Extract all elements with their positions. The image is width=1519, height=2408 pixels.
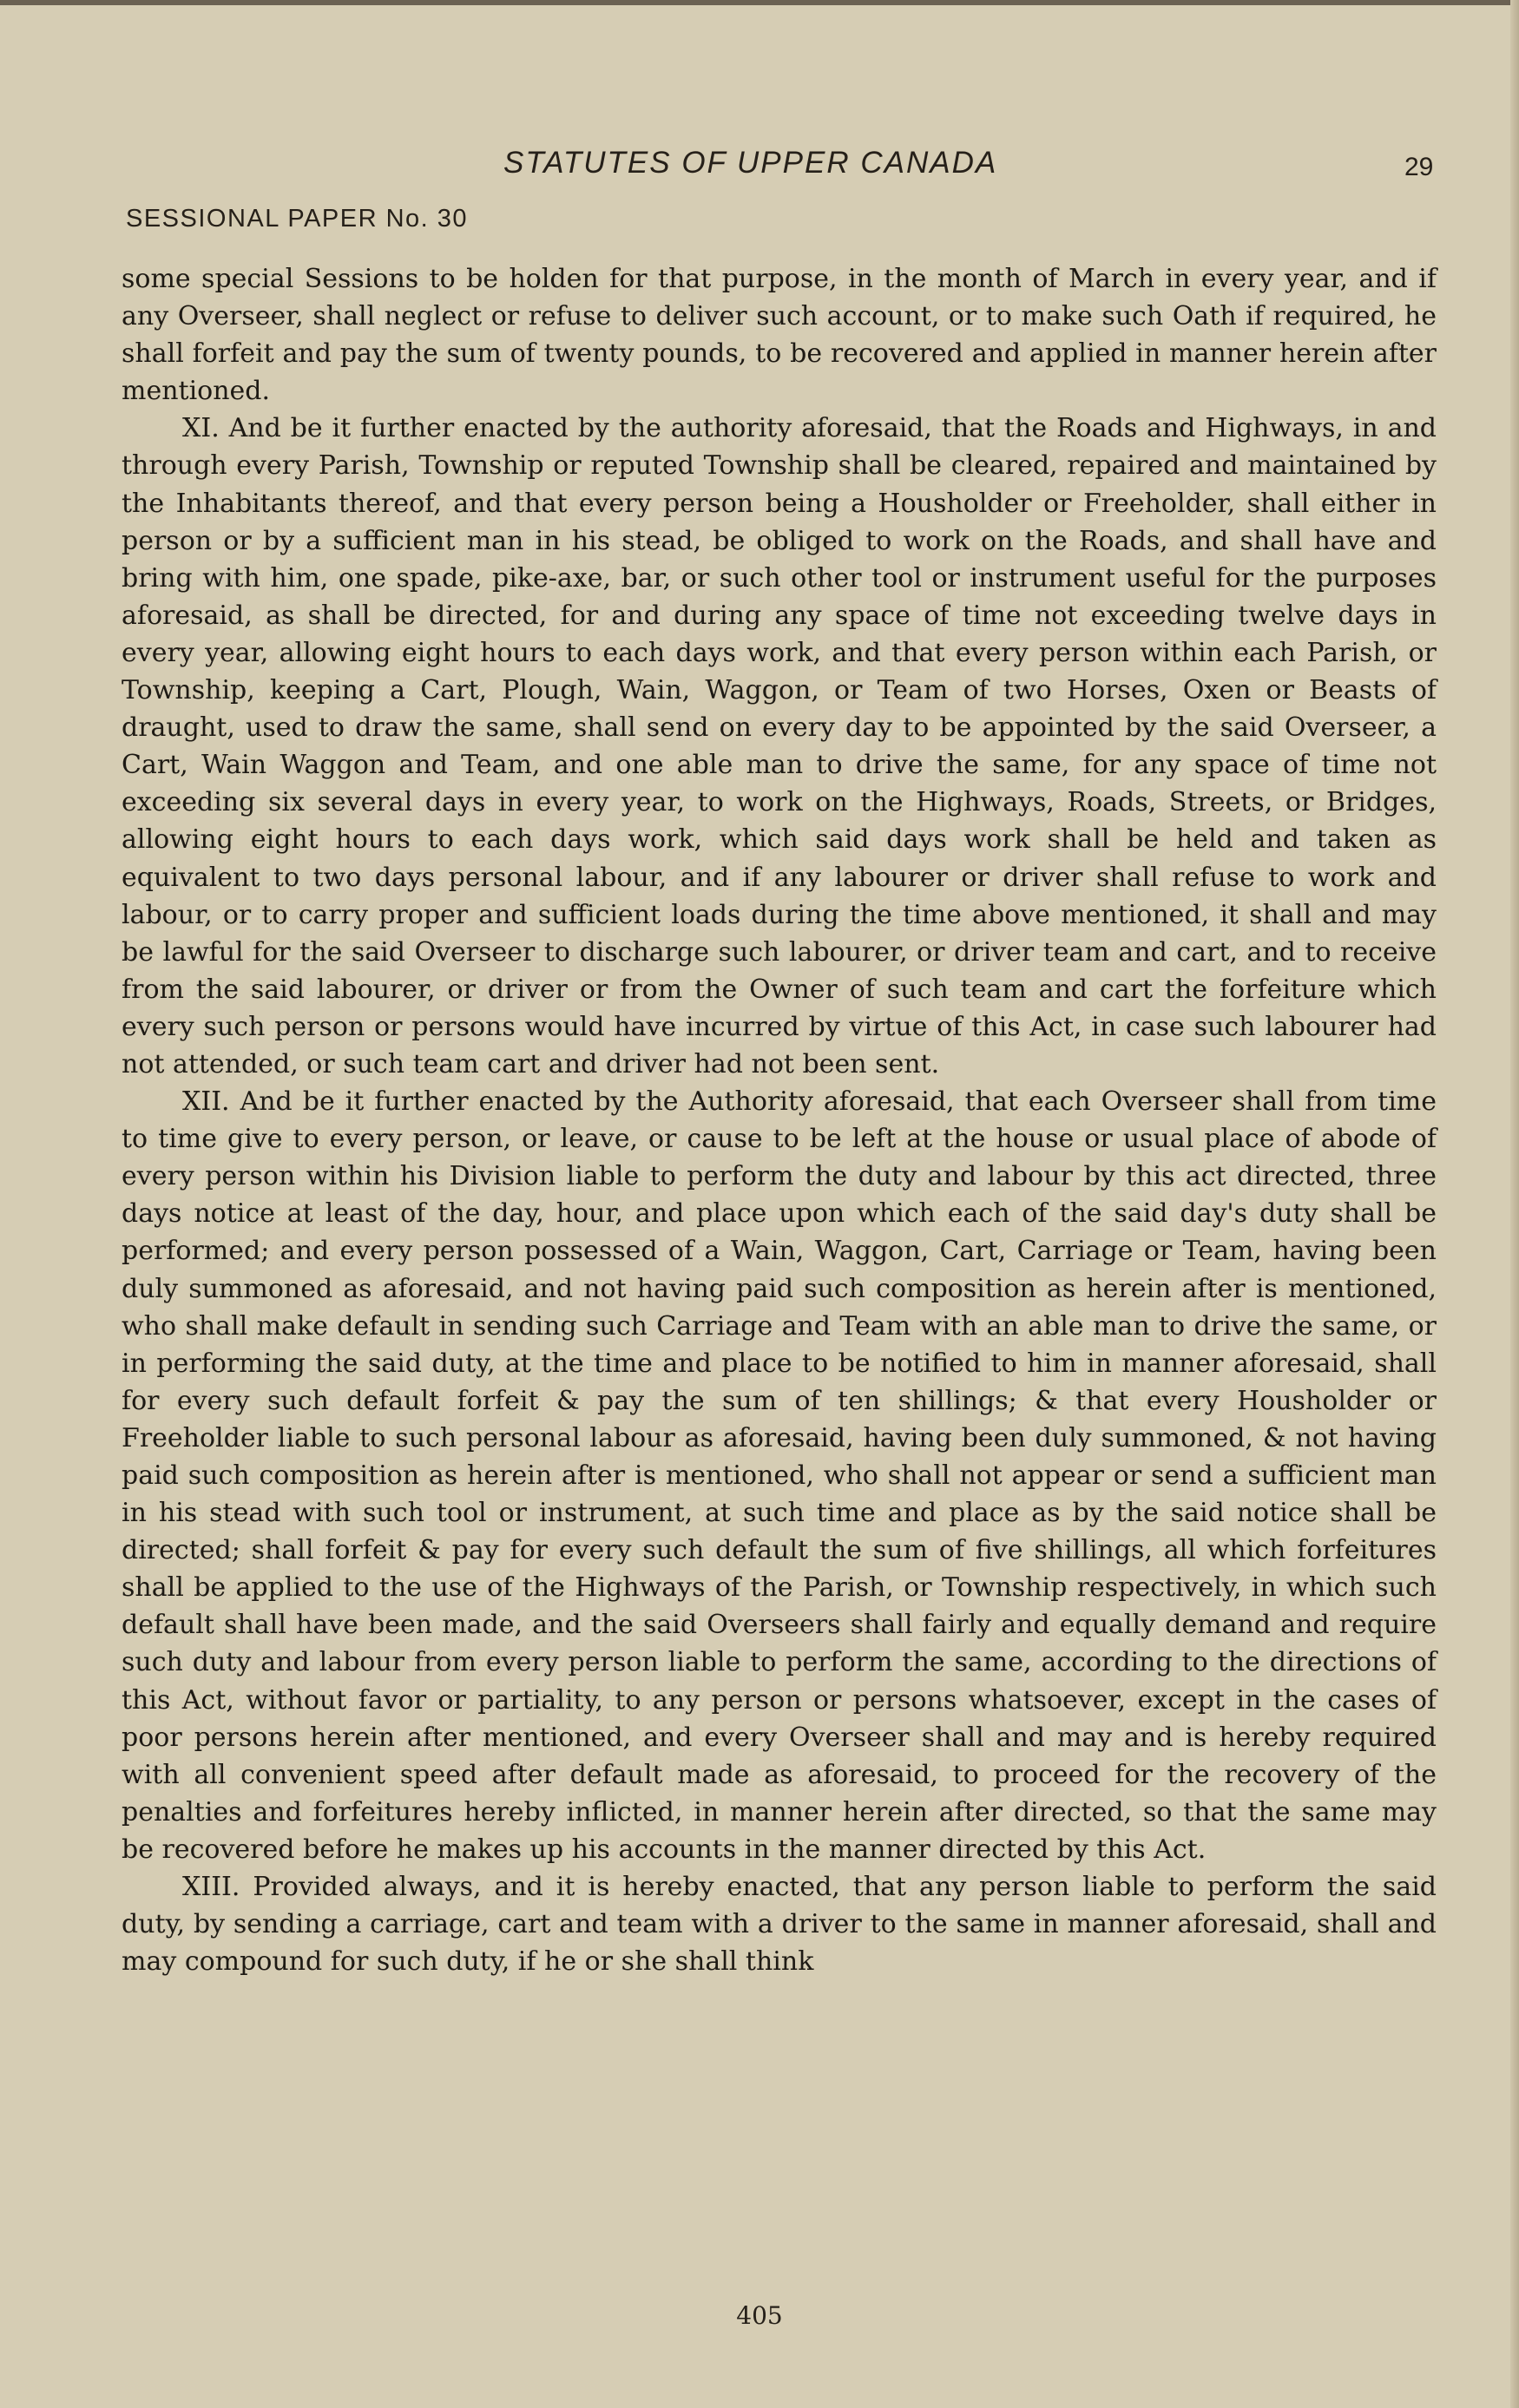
- statute-body: [122, 260, 1437, 1980]
- folio-number: 405: [736, 2301, 783, 2330]
- scan-right-edge: [1510, 0, 1519, 2408]
- paragraph-section-xiii: XIII. Provided always, and it is hereby enacted, that any person liable to perform the said duty, by sending a carriage, cart and team with a driver to the same in manner aforesaid, shall and may compound for such duty, if he or she shall think: [122, 1872, 1437, 1978]
- paragraph-section-xii: XII. And be it further enacted by the Authority aforesaid, that each Overseer shall from time to time give to every person, or leave, or cause to be left at the house or usual place of abode of every person within his Division liable to perform the duty and labour by this act directed, three days notice at least of the day, hour, and place upon which each of the said day's duty shall be performed; and every person possessed of a Wain, Waggon, Cart, Carriage or Team, having been duly summoned as aforesaid, and not having paid such composition as herein after is mentioned, who shall make default in sending such Carriage and Team with an able man to drive the same, or in performing the said duty, at the time and place to be notified to him in manner aforesaid, shall for every such default forfeit & pay the sum of ten shillings; & that every Housholder or Freeholder liable to such personal labour as aforesaid, having been duly summoned, & not having paid such composition as herein after is mentioned, who shall not appear or send a sufficient man in his stead with such tool or instrument, at such time and place as by the said notice shall be directed; shall forfeit & pay for every such default the sum of five shillings, all which forfeitures shall be applied to the use of the Highways of the Parish, or Township respectively, in which such default shall have been made, and the said Overseers shall fairly and equally demand and require such duty and labour from every person liable to perform the same, according to the directions of this Act, without favor or partiality, to any person or persons whatsoever, except in the cases of poor persons herein after mentioned, and every Overseer shall and may and is hereby required with all convenient speed after default made as aforesaid, to proceed for the recovery of the penalties and forfeitures hereby inflicted, in manner herein after directed, so that the same may be recovered before he makes up his accounts in the manner directed by this Act.: [122, 1086, 1437, 1865]
- page-number: 29: [1404, 153, 1434, 181]
- sessional-paper-label: SESSIONAL PAPER No. 30: [126, 205, 469, 233]
- paragraph-continuation: some special Sessions to be holden for that purpose, in the month of March in every year, and if any Overseer, shall neglect or refuse to deliver such account, or to make such Oath if required, he shall forfeit and pay the sum of twenty pounds, to be recovered and applied in manner herein after mentioned.: [122, 264, 1437, 407]
- running-head: [0, 146, 1519, 189]
- paragraph-section-xi: XI. And be it further enacted by the authority aforesaid, that the Roads and Highways, in and through every Parish, Township or reputed Township shall be cleared, repaired and maintained by the Inhabitants thereof, and that every person being a Housholder or Freeholder, shall either in person or by a sufficient man in his stead, be obliged to work on the Roads, and shall have and bring with him, one spade, pike-axe, bar, or such other tool or instrument useful for the purposes aforesaid, as shall be directed, for and during any space of time not exceeding twelve days in every year, allowing eight hours to each days work, and that every person within each Parish, or Township, keeping a Cart, Plough, Wain, Waggon, or Team of two Horses, Oxen or Beasts of draught, used to draw the same, shall send on every day to be appointed by the said Overseer, a Cart, Wain Waggon and Team, and one able man to drive the same, for any space of time not exceeding six several days in every year, to work on the Highways, Roads, Streets, or Bridges, allowing eight hours to each days work, which said days work shall be held and taken as equivalent to two days personal labour, and if any labourer or driver shall refuse to work and labour, or to carry proper and sufficient loads during the time above mentioned, it shall and may be lawful for the said Overseer to discharge such labourer, or driver team and cart, and to receive from the said labourer, or driver or from the Owner of such team and cart the forfeiture which every such person or persons would have incurred by virtue of this Act, in case such labourer had not attended, or such team cart and driver had not been sent.: [122, 413, 1437, 1079]
- running-title: STATUTES OF UPPER CANADA: [503, 146, 998, 180]
- scan-top-edge: [0, 0, 1519, 5]
